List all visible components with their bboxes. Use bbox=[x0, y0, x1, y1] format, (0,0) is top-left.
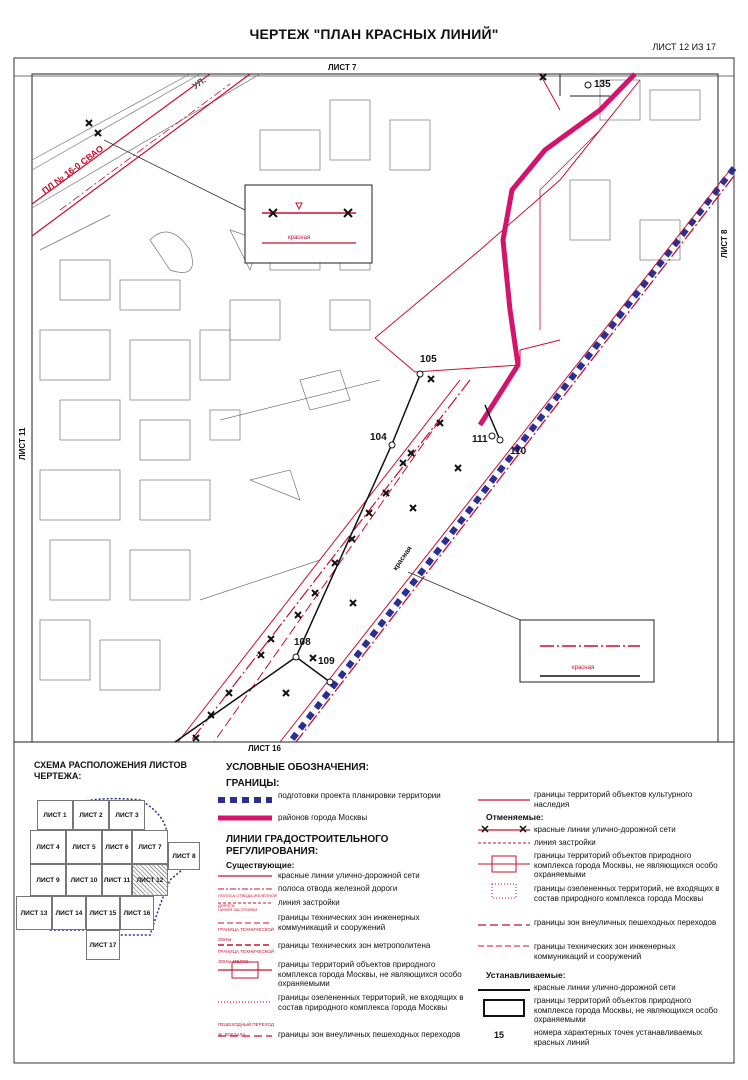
legend-heritage: границы территорий объектов культурного наследия bbox=[534, 790, 693, 809]
sheet-label-right[interactable]: ЛИСТ 8 bbox=[720, 229, 729, 258]
legend-cancelled-3: границы территорий объектов природного комплекса города Москвы, не являющихся особо охраняемыми bbox=[534, 851, 718, 879]
point-104: 104 bbox=[370, 432, 387, 443]
legend-existing-4: границы технических зон инженерных коммуникаций и сооружений bbox=[278, 913, 420, 932]
swatch-railway: ПОЛОСА ОТВОДА ЖЕЛЕЗНОЙ ДОРОГИ bbox=[218, 893, 277, 908]
sheet-label-left[interactable]: ЛИСТ 11 bbox=[18, 427, 27, 460]
point-135: 135 bbox=[594, 79, 611, 90]
legend-existing-2: полоса отвода железной дороги bbox=[278, 884, 398, 893]
page-title: ЧЕРТЕЖ "ПЛАН КРАСНЫХ ЛИНИЙ" bbox=[249, 26, 499, 42]
scheme-sheet-16[interactable]: ЛИСТ 16 bbox=[120, 896, 154, 930]
scheme-sheet-17[interactable]: ЛИСТ 17 bbox=[86, 930, 120, 960]
legend-existing-8: границы зон внеуличных пешеходных переходов bbox=[278, 1030, 461, 1039]
scheme-sheet-6[interactable]: ЛИСТ 6 bbox=[102, 830, 132, 864]
swatch-building: ЛИНИЯ ЗАСТРОЙКИ bbox=[218, 907, 258, 912]
scheme-sheet-7[interactable]: ЛИСТ 7 bbox=[132, 830, 168, 864]
cancel-marks bbox=[86, 74, 546, 741]
point-111: 111 bbox=[472, 434, 488, 445]
scheme-sheet-13[interactable]: ЛИСТ 13 bbox=[16, 896, 52, 930]
red-lines-street bbox=[32, 74, 250, 236]
legend-established-3: номера характерных точек устанавливаемых красных линий bbox=[534, 1028, 703, 1047]
scheme-sheet-8[interactable]: ЛИСТ 8 bbox=[168, 842, 200, 870]
legend-existing-3: линия застройки bbox=[278, 898, 340, 907]
legend-existing-6: границы территорий объектов природного комплекса города Москвы, не являющихся особо охраняемыми bbox=[278, 960, 462, 988]
legend-established-2: границы территорий объектов природного комплекса города Москвы, не являющихся особо охраняемыми bbox=[534, 996, 718, 1024]
street-label: УЛ. bbox=[190, 74, 208, 92]
legend-border-project: подготовки проекта планировки территории bbox=[278, 791, 441, 800]
scheme-sheet-10[interactable]: ЛИСТ 10 bbox=[66, 864, 102, 896]
point-109: 109 bbox=[318, 656, 335, 667]
diagonal-label: красная bbox=[392, 545, 414, 573]
scheme-sheet-12-current[interactable]: ЛИСТ 12 bbox=[132, 864, 168, 896]
scheme-heading: СХЕМА РАСПОЛОЖЕНИЯ ЛИСТОВ ЧЕРТЕЖА: bbox=[34, 760, 187, 781]
road-label: ПЛ № 16-0 СВАО bbox=[40, 143, 106, 196]
callout-top-text: красная bbox=[288, 235, 311, 241]
point-105: 105 bbox=[420, 354, 437, 365]
legend-existing-5: границы технических зон метрополитена bbox=[278, 941, 431, 950]
callout-top bbox=[245, 185, 372, 263]
legend-cancelled-5: границы зон внеуличных пешеходных переходов bbox=[534, 918, 717, 927]
swatch-engineering: ГРАНИЦА ТЕХНИЧЕСКОЙ ЗОНЫ bbox=[218, 927, 274, 942]
legend-established-1: красные линии улично-дорожной сети bbox=[534, 983, 676, 992]
legend-cancelled-6: границы технических зон инженерных коммуникаций и сооружений bbox=[534, 942, 676, 961]
swatch-pedestrian: ПЕШЕХОДНЫЙ ПЕРЕХОД Ж. ВОКЗАЛА bbox=[218, 1022, 274, 1037]
borders-heading: ГРАНИЦЫ: bbox=[226, 778, 280, 789]
legend-cancelled-2: линия застройки bbox=[534, 838, 596, 847]
sheet-number: ЛИСТ 12 ИЗ 17 bbox=[652, 42, 716, 52]
established-heading: Устанавливаемые: bbox=[486, 970, 566, 980]
scheme-sheet-3[interactable]: ЛИСТ 3 bbox=[109, 800, 145, 830]
scheme-sheet-14[interactable]: ЛИСТ 14 bbox=[52, 896, 86, 930]
district-border bbox=[480, 74, 635, 425]
page-number: 15 bbox=[494, 1030, 505, 1040]
legend-existing-1: красные линии улично-дорожной сети bbox=[278, 871, 420, 880]
cancelled-heading: Отменяемые: bbox=[486, 812, 544, 822]
scheme-sheet-2[interactable]: ЛИСТ 2 bbox=[73, 800, 109, 830]
swatch-metro: ГРАНИЦА ТЕХНИЧЕСКОЙ ЗОНЫ МЕТРО bbox=[218, 949, 274, 964]
scheme-sheet-11[interactable]: ЛИСТ 11 bbox=[102, 864, 132, 896]
points bbox=[293, 82, 591, 685]
legend-cancelled-1: красные линии улично-дорожной сети bbox=[534, 825, 676, 834]
point-110: 110 bbox=[510, 446, 527, 457]
basemap bbox=[32, 74, 700, 690]
callout-bottom-text: красная bbox=[572, 665, 595, 671]
scheme-sheet-1[interactable]: ЛИСТ 1 bbox=[37, 800, 73, 830]
legend-existing-7: границы озелененных территорий, не входящих в состав природного комплекса города Москвы bbox=[278, 993, 464, 1012]
sheet-label-bottom[interactable]: ЛИСТ 16 bbox=[248, 744, 281, 753]
legend-cancelled-4: границы озелененных территорий, не входящих в состав природного комплекса города Москвы bbox=[534, 884, 720, 903]
scheme-sheet-9[interactable]: ЛИСТ 9 bbox=[30, 864, 66, 896]
sheet-label-top[interactable]: ЛИСТ 7 bbox=[328, 63, 357, 72]
scheme-sheet-15[interactable]: ЛИСТ 15 bbox=[86, 896, 120, 930]
point-108: 108 bbox=[294, 637, 311, 648]
legend-border-district: районов города Москвы bbox=[278, 813, 368, 822]
scheme-sheet-4[interactable]: ЛИСТ 4 bbox=[30, 830, 66, 864]
legend-heading: УСЛОВНЫЕ ОБОЗНАЧЕНИЯ: bbox=[226, 762, 369, 773]
existing-heading: Существующие: bbox=[226, 860, 295, 870]
scheme-sheet-5[interactable]: ЛИСТ 5 bbox=[66, 830, 102, 864]
lines-heading: ЛИНИИ ГРАДОСТРОИТЕЛЬНОГО РЕГУЛИРОВАНИЯ: bbox=[226, 834, 389, 857]
